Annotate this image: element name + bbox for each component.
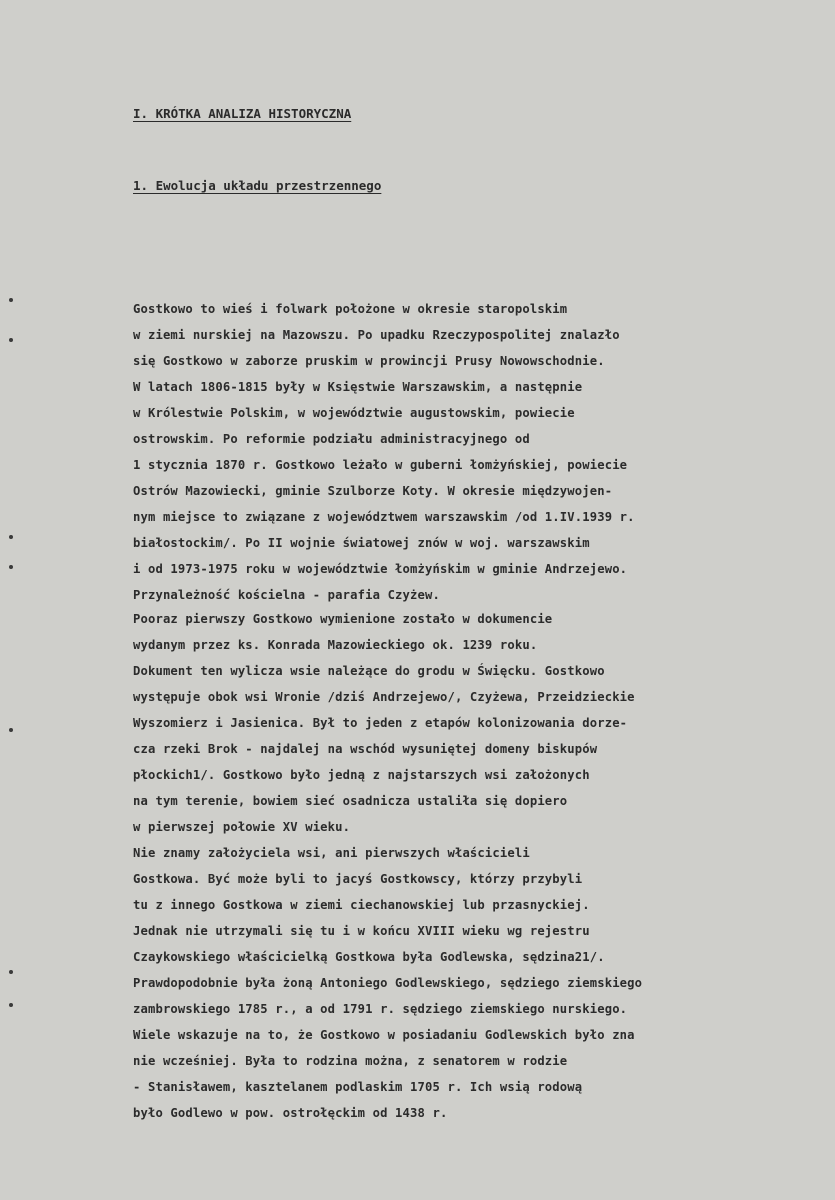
body-line: - Stanisławem, kasztelanem podlaskim 1705 r. Ich wsią rodową bbox=[133, 1080, 583, 1094]
body-line: Gostkowa. Być może byli to jacyś Gostkowscy, którzy przybyli bbox=[133, 872, 583, 886]
body-line: występuje obok wsi Wronie /dziś Andrzejewo/, Czyżewa, Przeidzieckie bbox=[133, 690, 635, 704]
body-line: 1 stycznia 1870 r. Gostkowo leżało w guberni łomżyńskiej, powiecie bbox=[133, 458, 628, 472]
body-line: Nie znamy założyciela wsi, ani pierwszych właścicieli bbox=[133, 846, 530, 860]
body-line: nym miejsce to związane z województwem warszawskim /od 1.IV.1939 r. bbox=[133, 510, 635, 524]
margin-mark bbox=[9, 1003, 13, 1007]
body-line: ostrowskim. Po reformie podziału administracyjnego od bbox=[133, 432, 530, 446]
body-line: tu z innego Gostkowa w ziemi ciechanowskiej lub przasnyckiej. bbox=[133, 898, 590, 912]
body-line: Czaykowskiego właścicielką Gostkowa była Godlewska, sędzina21/. bbox=[133, 950, 605, 964]
body-line: Wyszomierz i Jasienica. Był to jeden z etapów kolonizowania dorze- bbox=[133, 716, 628, 730]
margin-mark bbox=[9, 565, 13, 569]
body-line: Wiele wskazuje na to, że Gostkowo w posiadaniu Godlewskich było zna bbox=[133, 1028, 635, 1042]
margin-mark bbox=[9, 338, 13, 342]
body-line: było Godlewo w pow. ostrołęckim od 1438 r. bbox=[133, 1106, 448, 1120]
margin-mark bbox=[9, 298, 13, 302]
body-line: Przynależność kościelna - parafia Czyżew. bbox=[133, 588, 440, 602]
margin-mark bbox=[9, 535, 13, 539]
body-line: Dokument ten wylicza wsie należące do grodu w Święcku. Gostkowo bbox=[133, 664, 605, 678]
section-heading: 1. Ewolucja układu przestrzennego bbox=[133, 178, 382, 193]
body-line: Jednak nie utrzymali się tu i w końcu XVIII wieku wg rejestru bbox=[133, 924, 590, 938]
body-line: na tym terenie, bowiem sieć osadnicza ustaliła się dopiero bbox=[133, 794, 568, 808]
body-line: w pierwszej połowie XV wieku. bbox=[133, 820, 351, 834]
body-line: w ziemi nurskiej na Mazowszu. Po upadku Rzeczypospolitej znalazło bbox=[133, 328, 620, 342]
body-line: się Gostkowo w zaborze pruskim w prowincji Prusy Nowowschodnie. bbox=[133, 354, 605, 368]
body-line: w Królestwie Polskim, w województwie augustowskim, powiecie bbox=[133, 406, 575, 420]
body-line: Prawdopodobnie była żoną Antoniego Godlewskiego, sędziego ziemskiego bbox=[133, 976, 643, 990]
margin-mark bbox=[9, 728, 13, 732]
body-line: białostockim/. Po II wojnie światowej znów w woj. warszawskim bbox=[133, 536, 590, 550]
body-line: i od 1973-1975 roku w województwie łomżyńskim w gminie Andrzejewo. bbox=[133, 562, 628, 576]
body-line: Ostrów Mazowiecki, gminie Szulborze Koty. W okresie międzywojen- bbox=[133, 484, 613, 498]
body-line: cza rzeki Brok - najdalej na wschód wysuniętej domeny biskupów bbox=[133, 742, 598, 756]
body-line: wydanym przez ks. Konrada Mazowieckiego ok. 1239 roku. bbox=[133, 638, 538, 652]
body-line: Gostkowo to wieś i folwark położone w okresie staropolskim bbox=[133, 302, 568, 316]
body-line: W latach 1806-1815 były w Księstwie Warszawskim, a następnie bbox=[133, 380, 583, 394]
margin-mark bbox=[9, 970, 13, 974]
body-line: płockich1/. Gostkowo było jedną z najstarszych wsi założonych bbox=[133, 768, 590, 782]
body-line: nie wcześniej. Była to rodzina można, z senatorem w rodzie bbox=[133, 1054, 568, 1068]
chapter-heading: I. KRÓTKA ANALIZA HISTORYCZNA bbox=[133, 106, 352, 121]
body-line: Pooraz pierwszy Gostkowo wymienione zostało w dokumencie bbox=[133, 612, 553, 626]
body-line: zambrowskiego 1785 r., a od 1791 r. sędziego ziemskiego nurskiego. bbox=[133, 1002, 628, 1016]
